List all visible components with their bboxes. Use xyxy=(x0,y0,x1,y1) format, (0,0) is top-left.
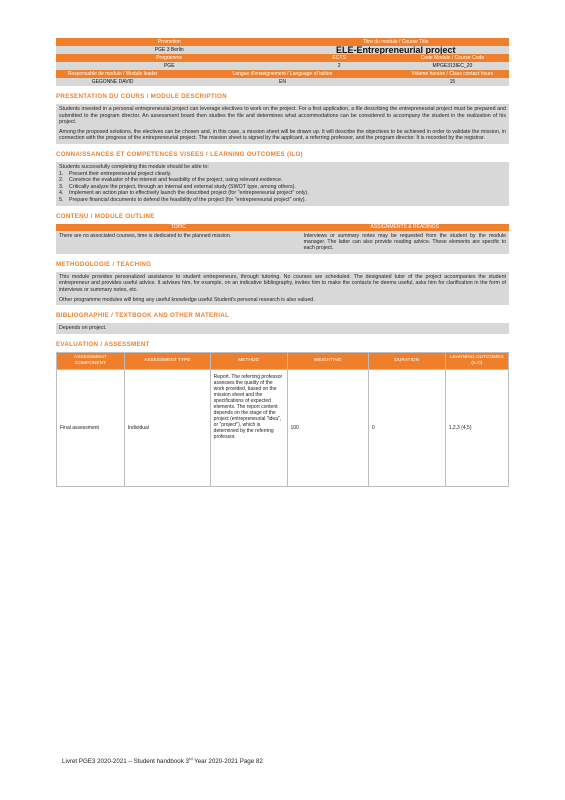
presentation-text xyxy=(56,104,509,144)
programme-value: PGE xyxy=(56,62,283,70)
outcomes-list xyxy=(56,162,509,206)
learning-outcomes-header: LEARNING OUTCOMES (ILO) xyxy=(445,352,508,369)
page-footer xyxy=(62,756,263,765)
promotion-value: PGE 3 Berlin xyxy=(56,46,283,54)
language-value: EN xyxy=(169,78,396,86)
presentation-heading: PRESENTATION DU COURS / MODULE DESCRIPTION xyxy=(56,93,227,100)
list-text: Prepare financial documents to defend the feasibility of the project (for "entrepreneurial project" only). xyxy=(69,196,306,203)
list-text: Convince the evaluator of the interest and feasibility of the project, using relevant evidence. xyxy=(69,177,283,184)
ects-value: 2 xyxy=(283,62,396,70)
promotion-label: Promotion xyxy=(56,38,283,46)
module-sheet xyxy=(56,38,509,487)
course-code-label: Code Module / Course Code xyxy=(396,54,509,62)
course-code-value: MPGE313IEC_20 xyxy=(396,62,509,70)
assessment-component-cell: Final assessment xyxy=(57,369,125,486)
learning-outcomes-cell: 1,2,3 (4,5) xyxy=(445,369,508,486)
footer-booklet: Livret PGE3 2020-2021 xyxy=(62,758,127,766)
assignments-header: ASSIGNMENTS & READINGS xyxy=(301,224,509,231)
topic-cell: There are no associated courses, time is dedicated to the planned mission. xyxy=(56,231,301,254)
presentation-paragraph: Among the proposed solutions, the electives can be chosen and, in this case, a mission sheet will be drawn up. It will describe the objectives to be achieved in order to validate the mission, in connection with the progress of the entrepreneurial project. The mission sheet is signed by the applicant, a referring professor, and the program director. It is recorded by the registrar. xyxy=(59,128,506,142)
list-text: Implement an action plan to effectively launch the described project (for "entrepreneurial project" only). xyxy=(69,190,309,197)
list-number: 2. xyxy=(59,177,64,184)
list-item xyxy=(59,184,506,191)
course-title-label: Titre du module / Course Title xyxy=(283,38,510,46)
contact-hours-label: Volume horaire / Class contact hours xyxy=(396,70,509,78)
methodology-paragraph: This module provides personalized assistance to student entrepreneurs, through tutoring. No courses are scheduled. The designated tutor of the project accompanies the student entrepreneur and provides useful advice. It advises him, for example, on an indicative bibliography, invites him to make the contacts he deems useful, asks him for clarification in the form of interviews or summary notes, etc. xyxy=(59,273,506,293)
assessment-type-header: ASSESSMENT TYPE xyxy=(124,352,210,369)
duration-cell: 0 xyxy=(368,369,445,486)
list-item xyxy=(59,197,506,204)
footer-year-suffix: rd xyxy=(189,756,193,761)
programme-label: Programme xyxy=(56,54,283,62)
method-header: METHOD xyxy=(210,352,287,369)
ects-label: ECTS xyxy=(283,54,396,62)
list-item xyxy=(59,190,506,197)
assessment-component-header: ASSESSMENT COMPONENT xyxy=(57,352,125,369)
bibliography-text: Depends on project. xyxy=(56,323,509,334)
course-title-value: ELE-Entrepreneurial project xyxy=(283,46,510,54)
presentation-paragraph: Students invested in a personal entrepreneurial project can leverage electives to work on the project. For a first application, a file describing the entrepreneurial project must be prepared and submitted to the program director. An assessment board then studies the file and determines what accommodations can be considered to accompany the student in the realization of his project. xyxy=(59,106,506,126)
module-leader-label: Responsable de module / Module leader xyxy=(56,70,169,78)
language-label: Langue d'enseignement / Language of tuition xyxy=(169,70,396,78)
list-number: 1. xyxy=(59,170,64,177)
outcomes-heading: CONNAISSANCES ET COMPETENCES VISEES / LEARNING OUTCOMES (ILO) xyxy=(56,150,303,158)
evaluation-table xyxy=(56,352,509,487)
list-item xyxy=(59,177,506,184)
assessment-type-cell: Individual xyxy=(124,369,210,486)
list-number: 3. xyxy=(59,183,64,190)
footer-page-label: Page xyxy=(239,758,255,766)
list-number: 4. xyxy=(59,190,64,197)
outline-table xyxy=(56,224,509,254)
module-info-table xyxy=(56,38,509,86)
module-leader-value: GEGONNE DAVID xyxy=(56,78,169,86)
method-cell: Report. The referring professor assesses the quality of the work provided, based on the mission sheet and the specifications of expected elements. The report content depends on the stage of the project (entrepreneurial "idea", or "project"), which is determined by the referring professor. xyxy=(210,369,287,486)
outcomes-intro: Students successfully completing this module should be able to: xyxy=(59,163,209,170)
topic-header: TOPIC xyxy=(56,224,301,231)
outline-heading: CONTENU / MODULE OUTLINE xyxy=(56,212,155,220)
list-item xyxy=(59,171,506,178)
assignments-cell: Interviews or summary notes may be requested from the student by the module manager. The latter can also provide reading advice. These elements are specific to each project. xyxy=(301,231,509,254)
methodology-paragraph: Other programme modules will bring any useful knowledge useful Student's personal research is also valued. xyxy=(59,296,315,303)
duration-header: DURATION xyxy=(368,352,445,369)
footer-year-number: 3 xyxy=(185,758,189,766)
contact-hours-value: 15 xyxy=(396,78,509,86)
footer-year: Year 2020-2021 xyxy=(194,758,238,766)
weighting-cell: 100 xyxy=(287,369,368,486)
weighting-header: WEIGHTING xyxy=(287,352,368,369)
footer-handbook: – Student handbook xyxy=(128,758,184,766)
footer-page-number: 82 xyxy=(255,758,263,766)
evaluation-heading: EVALUATION / ASSESSMENT xyxy=(56,340,150,348)
list-number: 5. xyxy=(59,196,64,203)
methodology-heading: METHODOLOGIE / TEACHING xyxy=(56,260,152,268)
list-text: Present their entrepreneurial project clearly. xyxy=(69,170,172,177)
methodology-text xyxy=(56,272,509,305)
list-text: Critically analyze the project, through an internal and external study (SWOT type, among others). xyxy=(69,183,296,190)
bibliography-heading: BIBLIOGRAPHIE / TEXTBOOK AND OTHER MATERIAL xyxy=(56,312,230,320)
